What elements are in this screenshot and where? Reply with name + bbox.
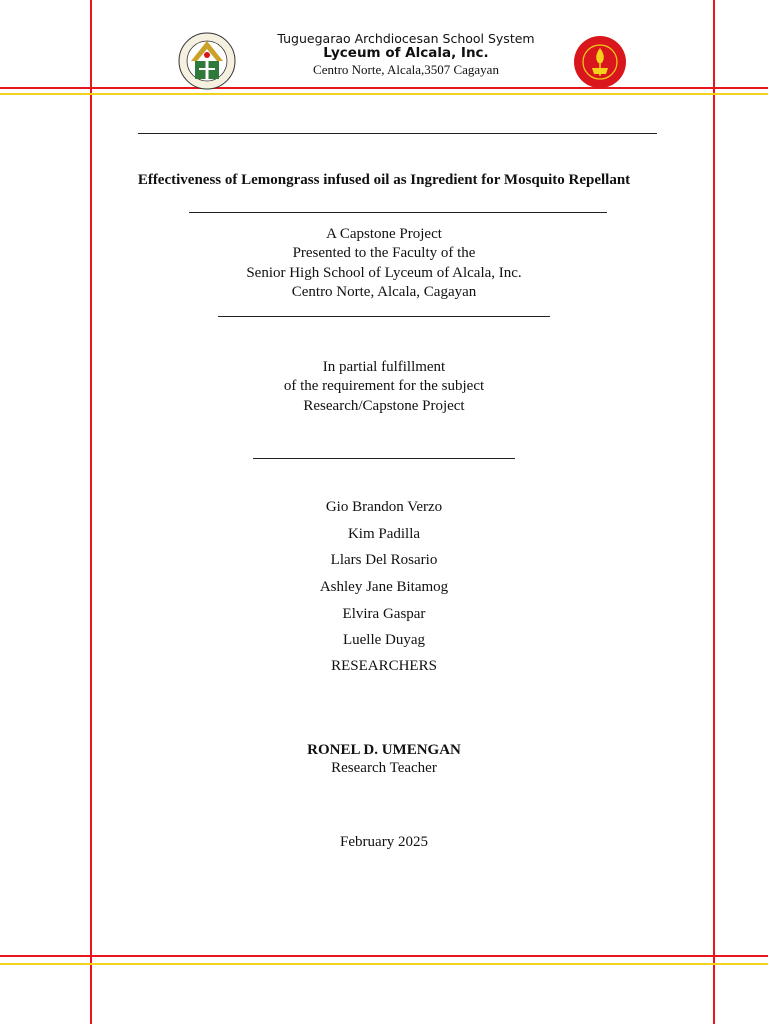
presentation-line: Presented to the Faculty of the [292,245,476,261]
top-border-line [0,87,768,89]
divider-line [253,458,515,459]
teacher-role: Research Teacher [331,760,437,776]
document-title: Effectiveness of Lemongrass infused oil as Ingredient for Mosquito Repellant [137,172,631,188]
teacher-name: RONEL D. UMENGAN [307,742,461,758]
divider-line [189,212,607,213]
researcher-name: Kim Padilla [347,526,421,542]
document-date: February 2025 [340,834,428,850]
researchers-label: RESEARCHERS [331,658,437,674]
top-accent-line [0,93,768,95]
presentation-line: A Capstone Project [326,226,442,242]
fulfillment-line: Research/Capstone Project [303,398,465,414]
researcher-name: Ashley Jane Bitamog [319,579,449,595]
bottom-accent-line [0,963,768,965]
presentation-line: Centro Norte, Alcala, Cagayan [291,284,477,300]
lyceum-seal-icon [572,36,628,92]
divider-line [218,316,550,317]
presentation-line: Senior High School of Lyceum of Alcala, Inc. [246,265,522,281]
fulfillment-line: of the requirement for the subject [283,378,485,394]
researcher-name: Elvira Gaspar [342,606,426,622]
school-address: Centro Norte, Alcala,3507 Cagayan [313,62,499,77]
school-name: Lyceum of Alcala, Inc. [323,45,489,61]
system-name: Tuguegarao Archdiocesan School System [277,31,535,46]
bottom-border-line [0,955,768,957]
fulfillment-line: In partial fulfillment [322,359,446,375]
researcher-name: Luelle Duyag [342,632,426,648]
researcher-name: Llars Del Rosario [330,552,438,568]
researcher-name: Gio Brandon Verzo [325,499,443,515]
divider-line [138,133,657,134]
